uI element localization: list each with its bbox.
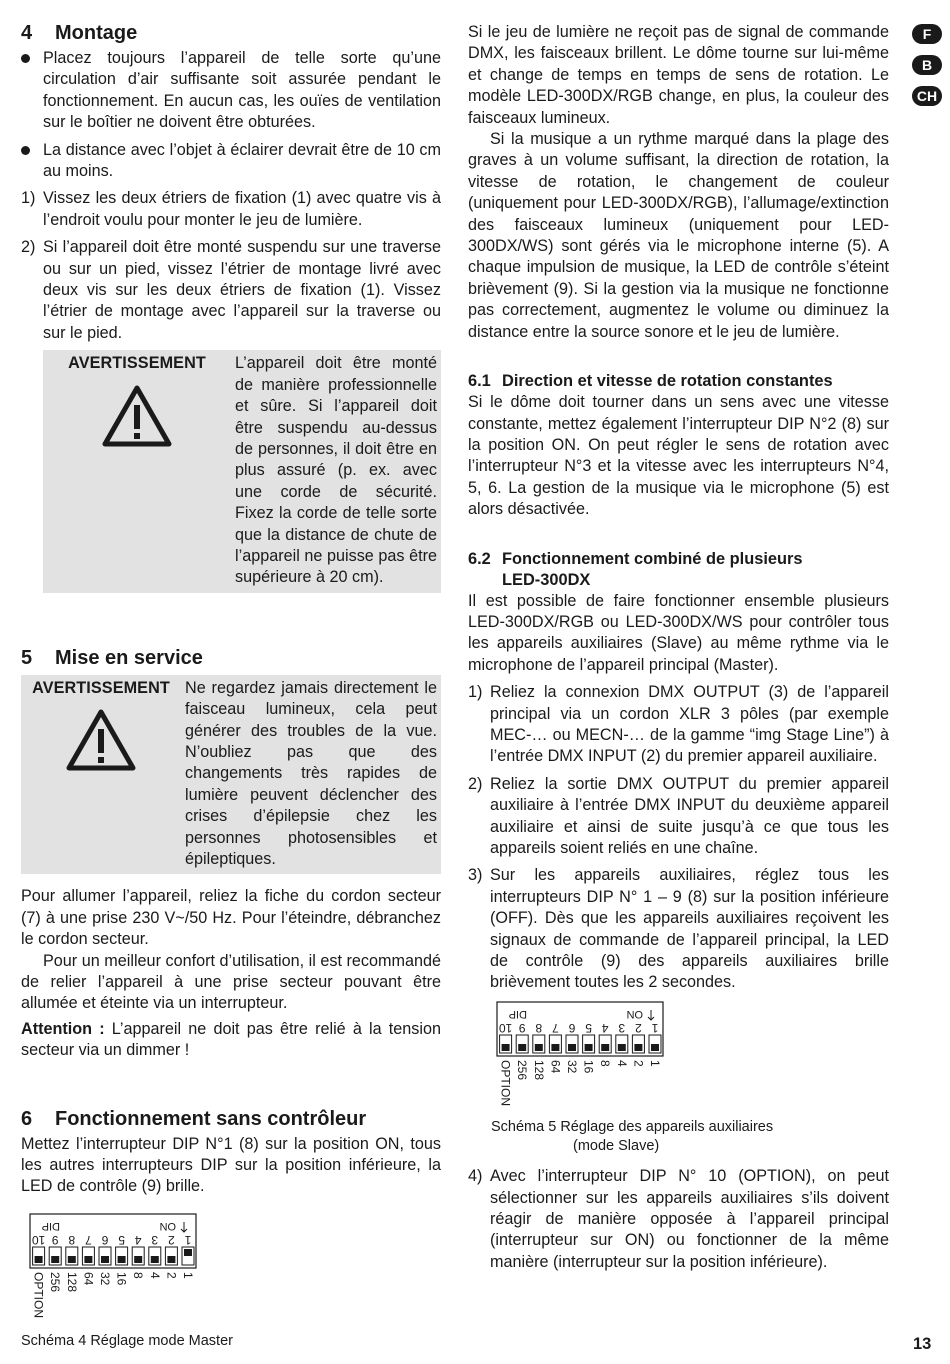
paragraph: Pour un meilleur confort d’utilisation, il est recommandé de relier l’appareil à une prise secteur pouvant être allumée et éteinte via un interrupteur. <box>21 951 441 1013</box>
dip-switch-number: 5 <box>585 1020 592 1035</box>
dip-switch-slave-diagram <box>494 1000 889 1118</box>
step-item: 1) Vissez les deux étriers de fixation (1) avec quatre vis à l’endroit voulu pour monter le jeu de lumière. <box>21 189 441 229</box>
dip-label: DIP <box>508 1007 527 1020</box>
dip-switch-knob <box>68 1256 76 1263</box>
warning-box-mounting <box>43 350 441 592</box>
dip-switch-value: 2 <box>631 1059 646 1067</box>
dip-switch-value: 128 <box>531 1059 546 1080</box>
right-column <box>468 22 889 1279</box>
dip-switch-value: 32 <box>565 1059 579 1074</box>
warning-triangle-icon <box>102 385 172 447</box>
bullet-item: La distance avec l’objet à éclairer devrait être de 10 cm au moins. <box>21 140 441 183</box>
dip-switch-number: 1 <box>651 1020 659 1035</box>
left-column <box>21 20 441 1351</box>
section-4-title: Montage <box>55 22 138 44</box>
dip-switch-knob <box>634 1044 642 1051</box>
paragraph: Si la musique a un rythme marqué dans la plage des graves à un volume suffisant, la direction de rotation, la vitesse de rotation, le changement de couleur (uniquement pour LED-300DX/RGB), l’allumage/extinction des faisceaux lumineux (uniquement pour LED-300DX/WS) sont gérés via le microphone interne (5). A chaque impulsion de musique, la LED de contrôle s’éteint brièvement (9). Si la gestion via la musique ne fonctionne pas correctement, augmentez le volume ou diminuez la distance entre la source sonore et le jeu de lumière. <box>468 130 889 341</box>
dip-switch-number: 5 <box>118 1232 125 1247</box>
dip-switch-knob <box>167 1256 175 1263</box>
dip-switch-master-diagram <box>27 1212 441 1330</box>
dip-switch-value: 128 <box>64 1271 79 1292</box>
step-item: 3) Sur les appareils auxiliaires, réglez tous les interrupteurs DIP N° 1 – 9 (8) sur la position inférieure (OFF). Dès que les appareils auxiliaires reçoivent les signaux de commande de l’appareil principal, la LED de contrôle (9) des appareils auxiliaires brille brièvement toutes les 2 secondes. <box>468 866 889 992</box>
dip-switch-diagram <box>494 1000 674 1112</box>
step-item: 4) Avec l’interrupteur DIP N° 10 (OPTION), on peut sélectionner sur les appareils auxiliaires s’ils doivent réagir de manière opposée à l’appareil principal (interrupteur sur ON) ou fonctionner de la même manière (interrupteur sur la position inférieure). <box>468 1167 889 1271</box>
section-5-heading: 5 Mise en service <box>21 646 203 669</box>
section-6-2-title: Fonctionnement combiné de plusieurs <box>502 549 803 568</box>
step-item: 1) Reliez la connexion DMX OUTPUT (3) de l’appareil principal via un cordon XLR 3 pôles (par exemple MEC-… ou MECN-… de la gamme “img Stage Line”) à l’entrée DMX INPUT (2) du premier appareil auxiliaire. <box>468 683 889 766</box>
step-item: 2) Si l’appareil doit être monté suspendu sur une traverse ou sur un pied, vissez l’étrier de montage livré avec deux vis sur les deux étriers de fixation (1). Vissez l’étrier de montage avec l’appareil sur la traverse ou sur le pied. <box>21 238 441 342</box>
language-tab-ch: CH <box>912 86 942 106</box>
dip-switch-knob <box>535 1044 543 1051</box>
dip-switch-value: 256 <box>515 1059 530 1080</box>
warning-box-light <box>21 675 441 875</box>
paragraph: Si le jeu de lumière ne reçoit pas de signal de commande DMX, les faisceaux brillent. Le dôme tourne sur lui-même et change de temps en temps de sens de rotation. Le modèle LED-300DX/RGB change, en plus, la couleur des faisceaux lumineux. <box>468 23 889 127</box>
dip-switch-value: 1 <box>181 1271 195 1279</box>
dip-switch-value: 16 <box>114 1271 129 1286</box>
dip-switch-value: 256 <box>48 1271 63 1292</box>
dip-switch-number: 2 <box>635 1020 642 1035</box>
dip-switch-number: 8 <box>535 1020 543 1035</box>
figure-caption: Schéma 5 Réglage des appareils auxiliaires (mode Slave) <box>491 1119 774 1155</box>
dip-switch-knob <box>585 1044 593 1051</box>
warning-text: L’appareil doit être monté de manière professionnelle et sûre. Si l’appareil doit être suspendu au-dessus de personnes, il doit être en plus assuré (p. ex. avec une corde de sécurité. Fixez la corde de telle sorte que la distance de chute de l’appareil ne puisse pas être supérieure à 20 cm). <box>235 354 437 587</box>
dip-switch-value: OPTION <box>498 1059 513 1106</box>
warning-text: Ne regardez jamais directement le faisceau lumineux, cela peut générer des troubles de la vue. N’oubliez pas que des changements très rapides de lumière peuvent déclencher des crises d’épilepsie chez les personnes photosensibles et épileptiques. <box>185 678 437 868</box>
dip-switch-value: 8 <box>598 1059 613 1067</box>
dip-switch-knob <box>84 1256 92 1263</box>
attention-label: Attention : <box>21 1019 105 1038</box>
dip-switch-value: 4 <box>147 1271 162 1279</box>
dip-switch-number: 3 <box>151 1232 159 1247</box>
section-4-heading: 4 Montage <box>21 22 138 44</box>
dip-switch-number: 10 <box>31 1232 46 1247</box>
dip-switch-knob <box>151 1256 159 1263</box>
dip-switch-value: 64 <box>81 1271 96 1286</box>
dip-switch-knob <box>502 1044 510 1051</box>
bullet-dot-icon <box>21 48 43 134</box>
dip-switch-number: 4 <box>134 1232 142 1247</box>
dip-switch-diagram <box>27 1212 207 1324</box>
dip-switch-value: 16 <box>581 1059 596 1074</box>
bullet-item: Placez toujours l’appareil de telle sorte qu’une circulation d’air suffisante soit assurée pendant le fonctionnement. En aucun cas, les ouïes de ventilation sur le boîtier ne doivent être obturées. <box>21 48 441 134</box>
dip-switch-number: 7 <box>552 1020 559 1035</box>
section-6-2-heading: 6.2 Fonctionnement combiné de plusieurs LED-300DX <box>468 549 803 589</box>
dip-switch-number: 4 <box>601 1020 609 1035</box>
dip-switch-number: 8 <box>68 1232 76 1247</box>
paragraph: Mettez l’interrupteur DIP N°1 (8) sur la position ON, tous les autres interrupteurs DIP sur la position inférieure, la LED de contrôle (9) brille. <box>21 1134 441 1196</box>
section-6-1-heading: 6.1 Direction et vitesse de rotation constantes <box>468 372 833 391</box>
dip-switch-number: 10 <box>498 1020 513 1035</box>
dip-on-label: ON <box>626 1007 643 1020</box>
dip-switch-number: 9 <box>51 1232 59 1247</box>
section-6-1-title: Direction et vitesse de rotation constantes <box>502 372 833 391</box>
attention-paragraph: Attention : L’appareil ne doit pas être relié à la tension secteur via un dimmer ! <box>21 1019 442 1060</box>
dip-switch-knob <box>51 1256 59 1263</box>
dip-switch-number: 6 <box>568 1020 576 1035</box>
warning-label: AVERTISSEMENT <box>32 678 170 697</box>
dip-switch-value: 1 <box>648 1059 662 1067</box>
language-tab-b: B <box>912 55 942 75</box>
dip-switch-knob <box>551 1044 559 1051</box>
dip-switch-knob <box>35 1256 43 1263</box>
dip-switch-number: 3 <box>618 1020 626 1035</box>
dip-switch-number: 1 <box>184 1232 192 1247</box>
language-tab-f: F <box>912 24 942 44</box>
dip-switch-value: 64 <box>548 1059 563 1074</box>
dip-switch-number: 7 <box>85 1232 92 1247</box>
figure-caption: Schéma 4 Réglage mode Master <box>21 1333 233 1350</box>
warning-triangle-icon <box>66 709 136 771</box>
dip-switch-number: 6 <box>101 1232 109 1247</box>
dip-switch-number: 2 <box>168 1232 175 1247</box>
bullet-dot-icon <box>21 140 43 183</box>
dip-switch-knob <box>134 1256 142 1263</box>
step-item: 2) Reliez la sortie DMX OUTPUT du premier appareil auxiliaire à l’entrée DMX INPUT du deuxième appareil auxiliaire et ainsi de suite jusqu’à ce que tous les appareils soient reliés en une chaîne. <box>468 774 889 857</box>
paragraph: Si le dôme doit tourner dans un sens avec une vitesse constante, mettez également l’interrupteur DIP N°2 (8) sur la position ON. On peut régler le sens de rotation avec l’interrupteur N°3 et la vitesse avec les interrupteurs N°4, 5, 6. La gestion de la musique via le microphone (5) est alors désactivée. <box>468 393 889 519</box>
dip-switch-value: 32 <box>98 1271 112 1286</box>
dip-switch-knob <box>618 1044 626 1051</box>
dip-switch-knob <box>118 1256 126 1263</box>
dip-switch-knob <box>101 1256 109 1263</box>
section-5-title: Mise en service <box>55 646 203 669</box>
dip-switch-value: 2 <box>164 1271 179 1279</box>
dip-switch-value: OPTION <box>31 1271 46 1318</box>
dip-switch-knob <box>651 1044 659 1051</box>
dip-switch-knob <box>601 1044 609 1051</box>
paragraph: Pour allumer l’appareil, reliez la fiche du cordon secteur (7) à une prise 230 V~/50 Hz. Pour l’éteindre, débranchez le cordon secteur. <box>21 887 441 949</box>
page-number: 13 <box>913 1335 932 1353</box>
warning-label: AVERTISSEMENT <box>68 354 206 373</box>
dip-label: DIP <box>41 1219 60 1232</box>
section-6-title: Fonctionnement sans contrôleur <box>55 1107 367 1130</box>
language-tabs <box>912 24 946 117</box>
dip-switch-knob <box>518 1044 526 1051</box>
dip-switch-knob <box>184 1249 192 1256</box>
dip-switch-value: 4 <box>614 1059 629 1067</box>
dip-switch-number: 9 <box>518 1020 526 1035</box>
section-6-heading: 6 Fonctionnement sans contrôleur <box>21 1107 367 1130</box>
dip-on-label: ON <box>159 1219 176 1232</box>
paragraph: Il est possible de faire fonctionner ensemble plusieurs LED-300DX/RGB ou LED-300DX/WS pour contrôler tous les appareils auxiliaires (Slave) au même rythme via le microphone de l’appareil principal (Master). <box>468 591 889 674</box>
dip-switch-value: 8 <box>131 1271 146 1279</box>
dip-switch-knob <box>568 1044 576 1051</box>
